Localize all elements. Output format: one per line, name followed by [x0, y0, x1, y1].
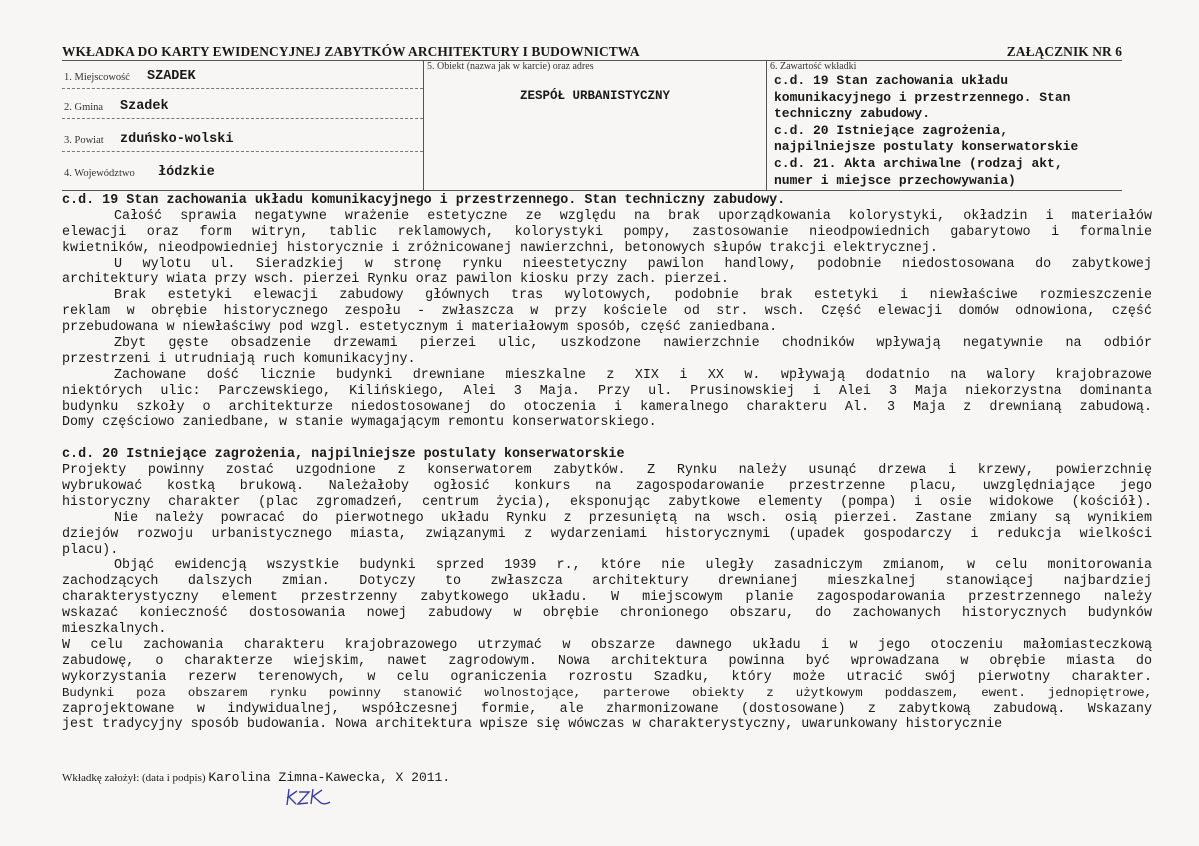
- object-label: 5. Obiekt (nazwa jak w karcie) oraz adres: [427, 61, 594, 72]
- author-value: Karolina Zimna-Kawecka, X 2011.: [208, 770, 451, 785]
- contents-list: c.d. 19 Stan zachowania układu komunikacyjnego i przestrzennego. Stan techniczny zabudowy. c.d. 20 Istniejące zagrożenia, najpilniejsze postulaty konserwatorskie c.d. 21. Akta archiwalne (rodzaj akt, numer i miejsce przechowywania): [774, 73, 1079, 188]
- locality-value: SZADEK: [147, 69, 196, 84]
- document-body: c.d. 19 Stan zachowania układu komunikacyjnego i przestrzennego. Stan techniczny zabudowy. Całość sprawia negatywne wrażenie estetyczne ze względu na brak uporządkowania kolorystyki, okładzin i materiałów elewacji oraz form witryn, tablic reklamowych, kolorystyki pompy, zastosowanie nieodpowiednich gabarytowo i formalnie kwietników, nieodpowiedniej historycznie i zróżnicowanej nawierzchni, betonowych słupów trakcji elektrycznej. U wylotu ul. Sieradzkiej w stronę rynku nieestetyczny pawilon handlowy, podobnie niedostosowana do zabytkowej architektury wiata przy wsch. pierzei Rynku oraz pawilon kiosku przy zach. pierzei. Brak estetyki elewacji zabudowy głównych tras wylotowych, podobnie brak estetyki i niewłaściwe rozmieszczenie reklam w obrębie historycznego zespołu - zwłaszcza w przy kościele od str. wsch. Część elewacji domów odnowiona, część przebudowana w niewłaściwy pod wzgl. estetycznym i materiałowym sposób, część zaniedbana. Zbyt gęste obsadzenie drzewami pierzei ulic, uszkodzone nawierzchnie chodników wpływają negatywnie na odbiór przestrzeni i utrudniają ruch komunikacyjny. Zachowane dość licznie budynki drewniane mieszkalne z XIX i XX w. wpływają dodatnio na walory krajobrazowe niektórych ulic: Parczewskiego, Kilińskiego, Alei 3 Maja. Przy ul. Prusinowskiej i Alei 3 Maja niekorzystna dominanta budynku szkoły o architekturze niedostosowanej do otoczenia i kameralnego charakteru Al. 3 Maja z drewnianą zabudową. Domy częściowo zaniedbane, w stanie wymagającym remontu konserwatorskiego. c.d. 20 Istniejące zagrożenia, najpilniejsze postulaty konserwatorskie Projekty powinny zostać uzgodnione z konserwatorem zabytków. Z Rynku należy usunąć drzewa i krzewy, powierzchnię wybrukować kostką brukową. Należałoby ogłosić konkurs na zagospodarowanie przestrzenne placu, uwzględniające jego historyczny charakter (plac zgromadzeń, centrum życia), eksponując zabytkowe elementy (pompa) i osie widokowe (kościół). Nie należy powracać do pierwotnego układu Rynku z przesuniętą na wsch. osią pierzei. Zastane zmiany są wynikiem dziejów rozwoju urbanistycznego miasta, związanymi z wydarzeniami historycznymi (upadek gospodarczy i redukcja wielkości placu). Objąć ewidencją wszystkie budynki sprzed 1939 r., które nie uległy zasadniczym zmianom, w celu monitorowania zachodzących dalszych zmian. Dotyczy to zwłaszcza architektury drewnianej mieszkalnej stanowiącej najbardziej charakterystyczny element przestrzenny zabytkowego układu. W miejscowym planie zagospodarowania przestrzennego należy wskazać konieczność dostosowania nowej zabudowy w obrębie chronionego obszaru, do zachowanych historycznych budynków mieszkalnych. W celu zachowania charakteru krajobrazowego utrzymać w obszarze dawnego układu i w jego otoczeniu małomiasteczkową zabudowę, o charakterze wiejskim, nawet zagrodowym. Nowa architektura powinna być wprowadzana w obrębie miasta do wykorzystania rezerw terenowych, w celu ograniczenia rozrostu Szadku, który może utracić swój pierwotny charakter. Budynki poza obszarem rynku powinny stanowić wolnostojące, parterowe obiekty z użytkowym poddaszem, ewent. jednopiętrowe, zaprojektowane w indywidualnej, współczesnej formie, ale zharmonizowane (dostosowane) z zabytkową zabudową. Wskazany jest tradycyjny sposób budowania. Nowa architektura wpisze się wówczas w charakterystyczny, uwarunkowany historycznie: [62, 193, 1152, 733]
- footer-author: [62, 770, 450, 785]
- field-commune: 2. Gmina Szadek: [62, 89, 423, 119]
- contents-label: 6. Zawartość wkładki: [770, 61, 857, 72]
- author-label: Wkładkę założył: (data i podpis): [62, 772, 206, 784]
- section-19-heading: c.d. 19 Stan zachowania układu komunikacyjnego i przestrzennego. Stan techniczny zabudowy.: [62, 193, 786, 208]
- document-title: WKŁADKA DO KARTY EWIDENCYJNEJ ZABYTKÓW ARCHITEKTURY I BUDOWNICTWA: [62, 44, 640, 59]
- section-20-heading: c.d. 20 Istniejące zagrożenia, najpilniejsze postulaty konserwatorskie: [62, 447, 625, 463]
- field-locality: 1. Miejscowość SZADEK: [62, 61, 423, 89]
- commune-value: Szadek: [120, 99, 169, 114]
- object-name: ZESPÓŁ URBANISTYCZNY: [519, 89, 671, 103]
- attachment-label: ZAŁĄCZNIK NR 6: [1006, 44, 1122, 59]
- contents-cell: [767, 61, 1122, 190]
- county-value: zduńsko-wolski: [120, 132, 234, 147]
- title-row: [62, 44, 1122, 60]
- field-voivodeship: 4. Województwo łódzkie: [64, 165, 215, 180]
- object-cell: [424, 61, 767, 190]
- field-county: 3. Powiat zduńsko-wolski: [62, 119, 423, 152]
- location-fields: [62, 61, 424, 190]
- header-table: [62, 60, 1122, 191]
- signature-icon: [283, 785, 333, 809]
- voivodeship-value: łódzkie: [158, 165, 215, 180]
